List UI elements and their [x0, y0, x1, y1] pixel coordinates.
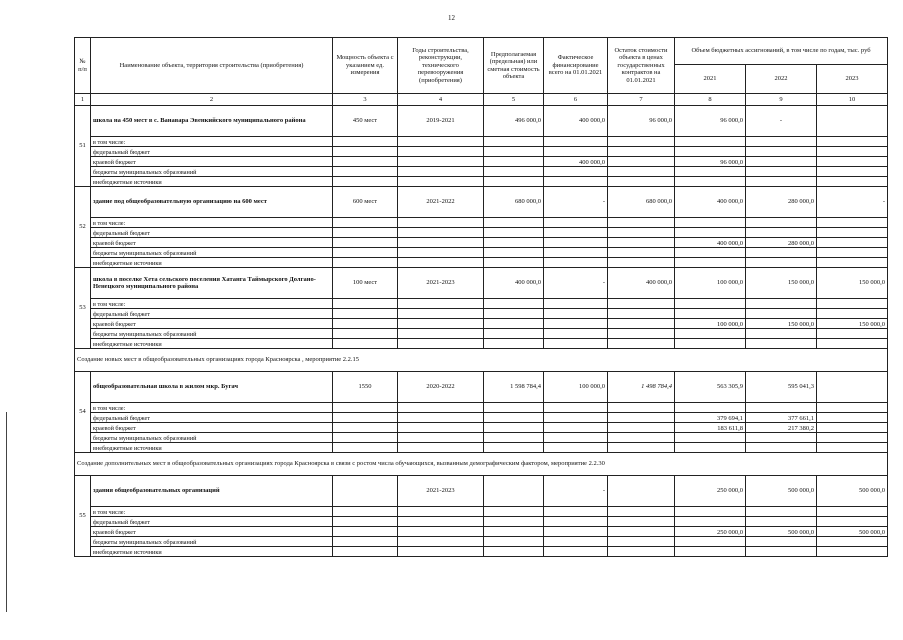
object-capacity: 450 мест — [333, 106, 398, 137]
sublabel-federal: федеральный бюджет — [91, 228, 333, 238]
sublabel-regional: краевой бюджет — [91, 157, 333, 167]
object-capacity: 600 мест — [333, 187, 398, 218]
col-header-2022: 2022 — [746, 65, 817, 94]
budget-2022: 595 041,3 — [746, 372, 817, 403]
col-number: 1 — [75, 94, 91, 106]
regional-2023: 500 000,0 — [817, 527, 888, 537]
budget-2021: 250 000,0 — [675, 476, 746, 507]
col-number: 6 — [544, 94, 608, 106]
col-number: 8 — [675, 94, 746, 106]
budget-2022: 150 000,0 — [746, 268, 817, 299]
col-number: 3 — [333, 94, 398, 106]
sublabel-municipal: бюджеты муниципальных образований — [91, 433, 333, 443]
sublabel-municipal: бюджеты муниципальных образований — [91, 329, 333, 339]
object-remainder: 400 000,0 — [608, 268, 675, 299]
object-actual: - — [544, 476, 608, 507]
row-index: 51 — [75, 106, 91, 187]
sublabel-incl: в том числе: — [91, 218, 333, 228]
object-cost: 1 598 784,4 — [484, 372, 544, 403]
col-number: 2 — [91, 94, 333, 106]
col-number: 10 — [817, 94, 888, 106]
regional-2021: 183 611,8 — [675, 423, 746, 433]
section-heading: Создание дополнительных мест в общеобразовательных организациях города Красноярска в связи с ростом числа обучающихся, вызванным демографическим фактором, мероприятие 2.2.30 — [75, 453, 888, 476]
budget-2022: 500 000,0 — [746, 476, 817, 507]
sublabel-extra: внебюджетные источники — [91, 258, 333, 268]
regional-2022: 217 380,2 — [746, 423, 817, 433]
federal-2021: 379 694,1 — [675, 413, 746, 423]
object-remainder — [608, 476, 675, 507]
object-row — [75, 187, 888, 218]
object-years: 2021-2022 — [398, 187, 484, 218]
row-index: 53 — [75, 268, 91, 349]
col-number: 7 — [608, 94, 675, 106]
federal-2022: 377 661,1 — [746, 413, 817, 423]
sublabel-incl: в том числе: — [91, 299, 333, 309]
sublabel-extra: внебюджетные источники — [91, 177, 333, 187]
col-header-budget: Объем бюджетных ассигнований, в том числе по годам, тыс. руб — [675, 38, 888, 65]
regional-2021: 250 000,0 — [675, 527, 746, 537]
sublabel-incl: в том числе: — [91, 137, 333, 147]
object-name: здание под общеобразовательную организацию на 600 мест — [91, 187, 333, 218]
object-capacity: 1550 — [333, 372, 398, 403]
sublabel-extra: внебюджетные источники — [91, 443, 333, 453]
section-heading: Создание новых мест в общеобразовательных организациях города Красноярска , мероприятие 2.2.15 — [75, 349, 888, 372]
object-capacity: 100 мест — [333, 268, 398, 299]
budget-2021: 100 000,0 — [675, 268, 746, 299]
budget-2022: 280 000,0 — [746, 187, 817, 218]
row-index: 54 — [75, 372, 91, 453]
object-row — [75, 106, 888, 137]
budget-2023: 500 000,0 — [817, 476, 888, 507]
col-header-2021: 2021 — [675, 65, 746, 94]
object-remainder: 1 498 784,4 — [608, 372, 675, 403]
object-actual: 400 000,0 — [544, 106, 608, 137]
budget-2023: 150 000,0 — [817, 268, 888, 299]
object-actual: - — [544, 268, 608, 299]
regional-actual: 400 000,0 — [544, 157, 608, 167]
sublabel-incl: в том числе: — [91, 403, 333, 413]
sublabel-federal: федеральный бюджет — [91, 413, 333, 423]
regional-2021: 100 000,0 — [675, 319, 746, 329]
object-actual: 100 000,0 — [544, 372, 608, 403]
col-header-cost: Предполагаемая (предельная) или сметная стоимость объекта — [484, 38, 544, 94]
sublabel-incl: в том числе: — [91, 507, 333, 517]
budget-2021: 563 305,9 — [675, 372, 746, 403]
margin-line — [6, 412, 7, 612]
object-years: 2021-2023 — [398, 268, 484, 299]
object-row — [75, 372, 888, 403]
col-header-actual: Фактическое финансирование всего на 01.01.2021 — [544, 38, 608, 94]
object-years: 2021-2023 — [398, 476, 484, 507]
regional-2022: 150 000,0 — [746, 319, 817, 329]
sublabel-regional: краевой бюджет — [91, 527, 333, 537]
object-years: 2019-2021 — [398, 106, 484, 137]
sublabel-extra: внебюджетные источники — [91, 547, 333, 557]
sublabel-municipal: бюджеты муниципальных образований — [91, 167, 333, 177]
object-name: школа на 450 мест в с. Ванавара Эвенкийского муниципального района — [91, 106, 333, 137]
object-name: общеобразовательная школа в жилом мкр. Бугач — [91, 372, 333, 403]
sublabel-regional: краевой бюджет — [91, 238, 333, 248]
object-row — [75, 268, 888, 299]
budget-2023: - — [817, 187, 888, 218]
budget-2022: - — [746, 106, 817, 137]
object-name: школа в поселке Хета сельского поселения Хатанга Таймырского Долгано-Ненецкого муниципального района — [91, 268, 333, 299]
object-actual: - — [544, 187, 608, 218]
col-number: 4 — [398, 94, 484, 106]
object-capacity — [333, 476, 398, 507]
object-row — [75, 476, 888, 507]
row-index: 55 — [75, 476, 91, 557]
sublabel-federal: федеральный бюджет — [91, 517, 333, 527]
sublabel-regional: краевой бюджет — [91, 319, 333, 329]
sublabel-federal: федеральный бюджет — [91, 309, 333, 319]
row-index: 52 — [75, 187, 91, 268]
budget-2023 — [817, 106, 888, 137]
budget-2021: 400 000,0 — [675, 187, 746, 218]
budget-table — [74, 37, 888, 557]
col-header-capacity: Мощность объекта с указанием ед. измерения — [333, 38, 398, 94]
object-cost: 496 000,0 — [484, 106, 544, 137]
regional-2022: 280 000,0 — [746, 238, 817, 248]
col-header-name: Наименование объекта, территория строительства (приобретения) — [91, 38, 333, 94]
sublabel-municipal: бюджеты муниципальных образований — [91, 537, 333, 547]
object-cost — [484, 476, 544, 507]
sublabel-extra: внебюджетные источники — [91, 339, 333, 349]
sublabel-federal: федеральный бюджет — [91, 147, 333, 157]
col-number: 9 — [746, 94, 817, 106]
object-remainder: 96 000,0 — [608, 106, 675, 137]
object-name: здания общеобразовательных организаций — [91, 476, 333, 507]
budget-2021: 96 000,0 — [675, 106, 746, 137]
object-cost: 400 000,0 — [484, 268, 544, 299]
col-header-remainder: Остаток стоимости объекта в ценах государственных контрактов на 01.01.2021 — [608, 38, 675, 94]
page-number: 12 — [448, 14, 455, 22]
object-years: 2020-2022 — [398, 372, 484, 403]
regional-2022: 500 000,0 — [746, 527, 817, 537]
object-remainder: 680 000,0 — [608, 187, 675, 218]
regional-2023: 150 000,0 — [817, 319, 888, 329]
col-header-years: Годы строительства, реконструкции, технического перевооружения (приобретения) — [398, 38, 484, 94]
col-number: 5 — [484, 94, 544, 106]
sublabel-municipal: бюджеты муниципальных образований — [91, 248, 333, 258]
col-header-2023: 2023 — [817, 65, 888, 94]
col-header-no: № п/п — [75, 38, 91, 94]
object-cost: 680 000,0 — [484, 187, 544, 218]
regional-2021: 96 000,0 — [675, 157, 746, 167]
sublabel-regional: краевой бюджет — [91, 423, 333, 433]
budget-2023 — [817, 372, 888, 403]
regional-2021: 400 000,0 — [675, 238, 746, 248]
